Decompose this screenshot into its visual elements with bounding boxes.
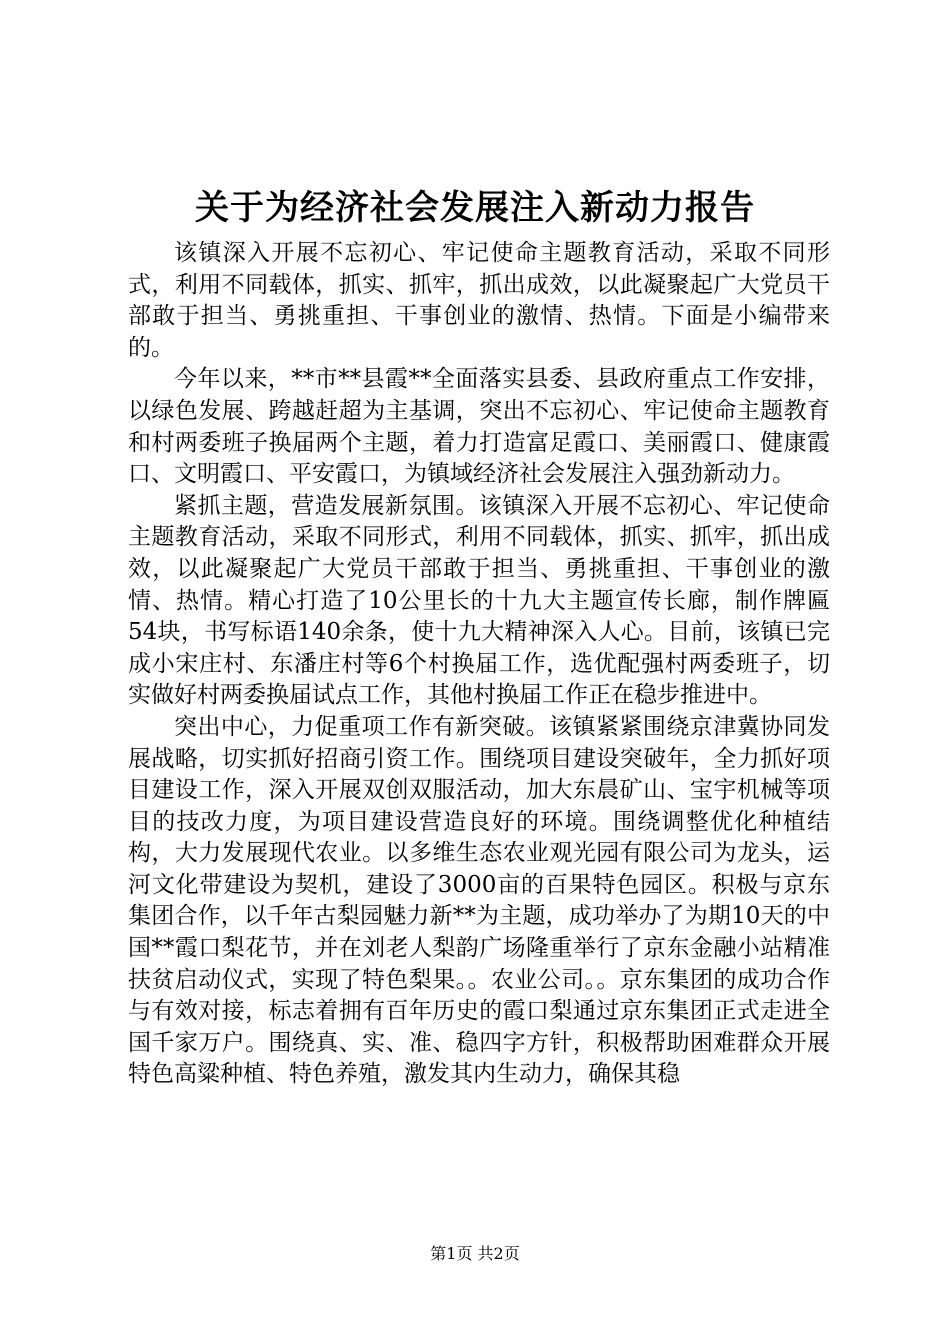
paragraph-2: 今年以来，**市**县霞**全面落实县委、县政府重点工作安排，以绿色发展、跨越赶超为主基调，突出不忘初心、牢记使命主题教育和村两委班子换届两个主题，着力打造富足霞口、美丽霞口、健康霞口、文明霞口、平安霞口，为镇域经济社会发展注入强劲新动力。 (128, 366, 830, 488)
paragraph-3: 紧抓主题，营造发展新氛围。该镇深入开展不忘初心、牢记使命主题教育活动，采取不同形式，利用不同载体，抓实、抓牢，抓出成效，以此凝聚起广大党员干部敢于担当、勇挑重担、干事创业的激情、热情。精心打造了10公里长的十九大主题宣传长廊，制作牌匾54块，书写标语140余条，使十九大精神深入人心。目前，该镇已完成小宋庄村、东潘庄村等6个村换届工作，选优配强村两委班子，切实做好村两委换届试点工作，其他村换届工作正在稳步推进中。 (128, 492, 830, 709)
page-footer: 第1页 共2页 (430, 1244, 520, 1263)
document-title: 关于为经济社会发展注入新动力报告 (195, 188, 755, 228)
paragraph-4: 突出中心，力促重项工作有新突破。该镇紧紧围绕京津冀协同发展战略，切实抓好招商引资工作。围绕项目建设突破年，全力抓好项目建设工作，深入开展双创双服活动，加大东晨矿山、宝宇机械等项目的技改力度，为项目建设营造良好的环境。围绕调整优化种植结构，大力发展现代农业。以多维生态农业观光园有限公司为龙头，运河文化带建设为契机，建设了3000亩的百果特色园区。积极与京东集团合作，以千年古梨园魅力新**为主题，成功举办了为期10天的中国**霞口梨花节，并在刘老人梨韵广场隆重举行了京东金融小站精准扶贫启动仪式，实现了特色梨果。。农业公司。。京东集团的成功合作与有效对接，标志着拥有百年历史的霞口梨通过京东集团正式走进全国千家万户。围绕真、实、准、稳四字方针，积极帮助困难群众开展特色高粱种植、特色养殖，激发其内生动力，确保其稳 (128, 713, 830, 1088)
paragraph-1: 该镇深入开展不忘初心、牢记使命主题教育活动，采取不同形式，利用不同载体，抓实、抓牢，抓出成效，以此凝聚起广大党员干部敢于担当、勇挑重担、干事创业的激情、热情。下面是小编带来的。 (128, 240, 830, 361)
document-body (128, 238, 830, 1091)
